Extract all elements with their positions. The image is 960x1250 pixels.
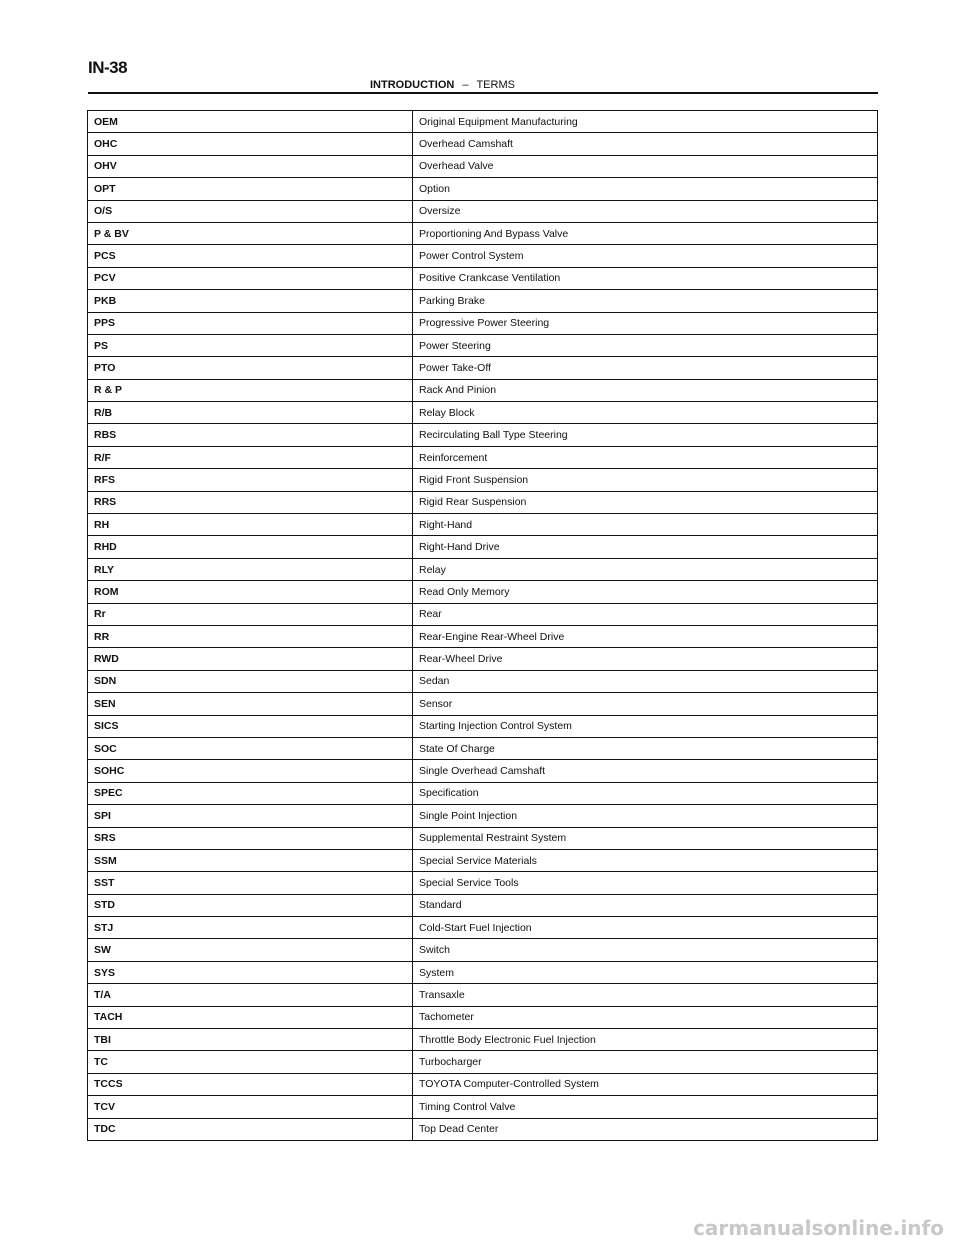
definition-cell: Starting Injection Control System — [413, 715, 878, 737]
abbreviation-cell: OHV — [88, 155, 413, 177]
definition-cell: Single Point Injection — [413, 805, 878, 827]
definition-cell: Read Only Memory — [413, 581, 878, 603]
section-title — [370, 79, 515, 91]
table-row — [88, 760, 878, 782]
header-separator: – — [462, 79, 469, 91]
definition-cell: Rear-Engine Rear-Wheel Drive — [413, 625, 878, 647]
definition-cell: Supplemental Restraint System — [413, 827, 878, 849]
definition-cell: Sedan — [413, 670, 878, 692]
subsection-label: TERMS — [476, 79, 515, 91]
definition-cell: Specification — [413, 782, 878, 804]
abbreviation-cell: SICS — [88, 715, 413, 737]
definition-cell: Power Control System — [413, 245, 878, 267]
abbreviation-cell: Rr — [88, 603, 413, 625]
definition-cell: Power Steering — [413, 334, 878, 356]
abbreviation-cell: SYS — [88, 961, 413, 983]
table-row — [88, 402, 878, 424]
definition-cell: Throttle Body Electronic Fuel Injection — [413, 1029, 878, 1051]
abbreviation-cell: SST — [88, 872, 413, 894]
abbreviation-cell: TBI — [88, 1029, 413, 1051]
definition-cell: Rigid Rear Suspension — [413, 491, 878, 513]
abbreviation-cell: TACH — [88, 1006, 413, 1028]
table-row — [88, 200, 878, 222]
table-row — [88, 334, 878, 356]
definition-cell: Overhead Valve — [413, 155, 878, 177]
abbreviation-cell: RWD — [88, 648, 413, 670]
table-row — [88, 290, 878, 312]
abbreviation-cell: TCV — [88, 1096, 413, 1118]
section-label: INTRODUCTION — [370, 79, 455, 91]
abbreviation-cell: RH — [88, 514, 413, 536]
table-row — [88, 469, 878, 491]
abbreviation-cell: OPT — [88, 178, 413, 200]
table-row — [88, 581, 878, 603]
definition-cell: State Of Charge — [413, 737, 878, 759]
table-row — [88, 984, 878, 1006]
definition-cell: Proportioning And Bypass Valve — [413, 222, 878, 244]
definition-cell: Power Take-Off — [413, 357, 878, 379]
definition-cell: Option — [413, 178, 878, 200]
table-row — [88, 827, 878, 849]
abbreviation-cell: PS — [88, 334, 413, 356]
definition-cell: TOYOTA Computer-Controlled System — [413, 1073, 878, 1095]
table-row — [88, 625, 878, 647]
table-row — [88, 917, 878, 939]
definition-cell: Sensor — [413, 693, 878, 715]
table-row — [88, 1096, 878, 1118]
abbreviation-cell: RRS — [88, 491, 413, 513]
abbreviation-cell: R/B — [88, 402, 413, 424]
table-row — [88, 155, 878, 177]
table-row — [88, 1073, 878, 1095]
definition-cell: Timing Control Valve — [413, 1096, 878, 1118]
abbreviation-cell: SDN — [88, 670, 413, 692]
definition-cell: Top Dead Center — [413, 1118, 878, 1140]
definition-cell: Transaxle — [413, 984, 878, 1006]
definition-cell: Switch — [413, 939, 878, 961]
abbreviation-cell: SEN — [88, 693, 413, 715]
terms-table-body — [88, 111, 878, 1141]
abbreviation-cell: RR — [88, 625, 413, 647]
table-row — [88, 939, 878, 961]
table-row — [88, 1006, 878, 1028]
table-row — [88, 446, 878, 468]
table-row — [88, 961, 878, 983]
abbreviation-cell: PCS — [88, 245, 413, 267]
definition-cell: Original Equipment Manufacturing — [413, 111, 878, 133]
table-row — [88, 603, 878, 625]
abbreviation-cell: TDC — [88, 1118, 413, 1140]
definition-cell: Parking Brake — [413, 290, 878, 312]
table-row — [88, 424, 878, 446]
abbreviation-cell: OHC — [88, 133, 413, 155]
definition-cell: Relay — [413, 558, 878, 580]
abbreviation-cell: SRS — [88, 827, 413, 849]
abbreviation-cell: SW — [88, 939, 413, 961]
table-row — [88, 312, 878, 334]
abbreviation-cell: TC — [88, 1051, 413, 1073]
abbreviation-cell: PPS — [88, 312, 413, 334]
definition-cell: Special Service Materials — [413, 849, 878, 871]
terms-table — [87, 110, 878, 1141]
abbreviation-cell: SPEC — [88, 782, 413, 804]
definition-cell: System — [413, 961, 878, 983]
definition-cell: Special Service Tools — [413, 872, 878, 894]
watermark: carmanualsonline.info — [693, 1216, 944, 1240]
definition-cell: Single Overhead Camshaft — [413, 760, 878, 782]
table-row — [88, 222, 878, 244]
definition-cell: Overhead Camshaft — [413, 133, 878, 155]
definition-cell: Reinforcement — [413, 446, 878, 468]
abbreviation-cell: O/S — [88, 200, 413, 222]
definition-cell: Right-Hand Drive — [413, 536, 878, 558]
definition-cell: Recirculating Ball Type Steering — [413, 424, 878, 446]
table-row — [88, 558, 878, 580]
definition-cell: Turbocharger — [413, 1051, 878, 1073]
table-row — [88, 1118, 878, 1140]
table-row — [88, 648, 878, 670]
definition-cell: Rigid Front Suspension — [413, 469, 878, 491]
abbreviation-cell: RHD — [88, 536, 413, 558]
table-row — [88, 379, 878, 401]
table-row — [88, 491, 878, 513]
table-row — [88, 111, 878, 133]
definition-cell: Rack And Pinion — [413, 379, 878, 401]
abbreviation-cell: SOC — [88, 737, 413, 759]
abbreviation-cell: SSM — [88, 849, 413, 871]
abbreviation-cell: ROM — [88, 581, 413, 603]
table-row — [88, 1029, 878, 1051]
table-row — [88, 178, 878, 200]
abbreviation-cell: PCV — [88, 267, 413, 289]
table-row — [88, 245, 878, 267]
abbreviation-cell: T/A — [88, 984, 413, 1006]
definition-cell: Rear-Wheel Drive — [413, 648, 878, 670]
abbreviation-cell: P & BV — [88, 222, 413, 244]
abbreviation-cell: R/F — [88, 446, 413, 468]
table-row — [88, 514, 878, 536]
table-row — [88, 805, 878, 827]
page-number: IN-38 — [88, 58, 128, 77]
table-row — [88, 782, 878, 804]
abbreviation-cell: PKB — [88, 290, 413, 312]
definition-cell: Oversize — [413, 200, 878, 222]
abbreviation-cell: PTO — [88, 357, 413, 379]
definition-cell: Relay Block — [413, 402, 878, 424]
abbreviation-cell: STD — [88, 894, 413, 916]
definition-cell: Rear — [413, 603, 878, 625]
abbreviation-cell: OEM — [88, 111, 413, 133]
table-row — [88, 849, 878, 871]
abbreviation-cell: RLY — [88, 558, 413, 580]
table-row — [88, 1051, 878, 1073]
definition-cell: Right-Hand — [413, 514, 878, 536]
abbreviation-cell: SPI — [88, 805, 413, 827]
abbreviation-cell: RFS — [88, 469, 413, 491]
table-row — [88, 737, 878, 759]
definition-cell: Positive Crankcase Ventilation — [413, 267, 878, 289]
abbreviation-cell: SOHC — [88, 760, 413, 782]
definition-cell: Tachometer — [413, 1006, 878, 1028]
definition-cell: Progressive Power Steering — [413, 312, 878, 334]
abbreviation-cell: R & P — [88, 379, 413, 401]
abbreviation-cell: TCCS — [88, 1073, 413, 1095]
definition-cell: Standard — [413, 894, 878, 916]
table-row — [88, 357, 878, 379]
abbreviation-cell: RBS — [88, 424, 413, 446]
table-row — [88, 715, 878, 737]
table-row — [88, 670, 878, 692]
table-row — [88, 872, 878, 894]
table-row — [88, 536, 878, 558]
table-row — [88, 267, 878, 289]
table-row — [88, 693, 878, 715]
table-row — [88, 133, 878, 155]
page-header — [88, 78, 878, 94]
table-row — [88, 894, 878, 916]
abbreviation-cell: STJ — [88, 917, 413, 939]
definition-cell: Cold-Start Fuel Injection — [413, 917, 878, 939]
